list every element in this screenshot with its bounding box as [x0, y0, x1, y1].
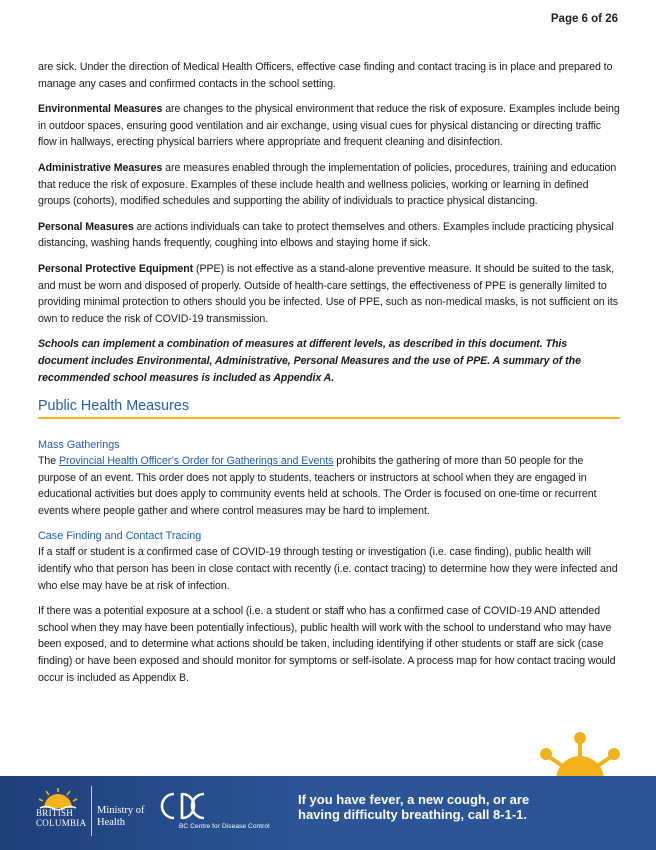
cta-line-1: If you have fever, a new cough, or are — [298, 792, 530, 807]
emphasis-paragraph: Schools can implement a combination of measures at different levels, as described in this document. This document includes Environmental, Administrative, Personal Measures and the use of PPE. A summary of the recommended school measures is included as Appendix A. — [38, 338, 581, 384]
ministry-wordmark — [97, 805, 145, 829]
bc-line-1: BRITISH — [36, 808, 74, 818]
case-finding-paragraph-2: If there was a potential exposure at a school (i.e. a student or staff who has a confirmed case of COVID-19 AND attended school when they may have been potentially infectious), public health will work with the school to understand who may have been exposed, and to determine what actions should be taken, including identifying if other students or staff are sick (case finding) or have been exposed and should monitor for symptoms or self-isolate. A process map for how contact tracing would occur is included as Appendix B. — [38, 605, 616, 684]
mass-gatherings-heading: Mass Gatherings — [38, 439, 120, 452]
intro-paragraph: are sick. Under the direction of Medical Health Officers, effective case finding and contact tracing is in place and prepared to manage any cases and confirmed contacts in the school setting. — [38, 61, 613, 90]
footer-band — [0, 776, 656, 850]
mass-gatherings-paragraph — [38, 453, 620, 519]
mass-gatherings-prefix: The — [38, 455, 59, 468]
personal-measures-text: are actions individuals can take to protect themselves and others. Examples include practicing physical distancing, washing hands frequently, coughing into elbows and staying home if sick. — [38, 220, 614, 250]
bc-line-2: COLUMBIA — [36, 818, 87, 828]
personal-measures-term: Personal Measures — [38, 220, 134, 233]
ppe-paragraph — [38, 261, 620, 327]
cta-line-2: having difficulty breathing, call 8-1-1. — [298, 807, 527, 822]
cdc-logo-icon — [158, 790, 210, 822]
case-finding-paragraph-1: If a staff or student is a confirmed case of COVID-19 through testing or investigation (i.e. case finding), public health will identify who that person has been in close contact with recently (i.e. contact tracing) to determine how they were infected and who else may have be at risk of infection. — [38, 546, 618, 592]
case-finding-heading: Case Finding and Contact Tracing — [38, 530, 202, 543]
page-number: Page 6 of 26 — [550, 13, 618, 25]
ministry-line-2: Health — [97, 817, 125, 828]
gatherings-order-link[interactable]: Provincial Health Officer’s Order for Gatherings and Events — [59, 455, 334, 468]
administrative-measures-term: Administrative Measures — [38, 161, 163, 174]
administrative-measures-paragraph — [38, 160, 620, 210]
personal-measures-paragraph — [38, 219, 620, 252]
call-811-message — [298, 792, 529, 822]
ministry-line-1: Ministry of — [97, 805, 145, 816]
footer-divider — [91, 786, 92, 836]
ppe-text: (PPE) is not effective as a stand-alone preventive measure. It should be suited to the task, and must be worn and disposed of properly. Outside of health-care settings, the effectiveness of PPE is generally limited to providing minimal protection to others should you be infected. Use of PPE, such as non-medical masks, is not sufficient on its own to reduce the risk of COVID-19 transmission. — [38, 262, 618, 325]
mass-gatherings-text: prohibits the gathering of more than 50 people for the purpose of an event. This order does not apply to students, teachers or instructors at school when they are engaged in educational activities but does apply to community events held at schools. The Order is focused on one-time or recurrent events where people gather and where control measures may be hard to implement. — [38, 455, 597, 517]
document-body — [38, 59, 620, 695]
section-title: Public Health Measures — [38, 398, 620, 419]
environmental-measures-term: Environmental Measures — [38, 103, 163, 116]
ppe-term: Personal Protective Equipment — [38, 262, 194, 275]
environmental-measures-text: are changes to the physical environment that reduce the risk of exposure. Examples include being in outdoor spaces, ensuring good ventilation and air exchange, using visual cues for physical distancing or directing traffic flow in hallways, erecting physical barriers where appropriate and frequent cleaning and disinfection. — [38, 103, 620, 149]
administrative-measures-text: are measures enabled through the implementation of policies, procedures, training and education that reduce the risk of exposure. Examples of these include health and wellness policies, working or learning in defined groups (cohorts), modified schedules and supporting the ability of individuals to practice physical distancing. — [38, 161, 617, 208]
environmental-measures-paragraph — [38, 101, 620, 151]
bc-wordmark — [36, 808, 86, 828]
cdc-name: BC Centre for Disease Control — [179, 823, 270, 830]
